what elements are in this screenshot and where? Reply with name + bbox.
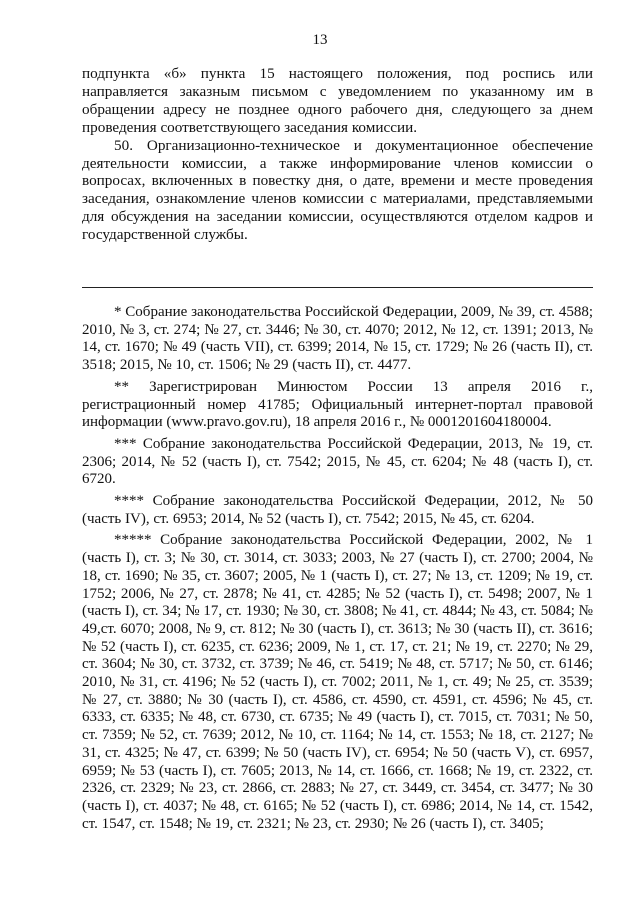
paragraph-subpoint-continuation: подпункта «б» пункта 15 настоящего положения, под роспись или направляется заказным письмом с уведомлением по указанному им в обращении адресу не позднее одного рабочего дня, следующего за днем проведения соответствующего заседания комиссии. [82, 65, 593, 136]
footnote-2: ** Зарегистрирован Минюстом России 13 апреля 2016 г., регистрационный номер 41785; Официальный интернет-портал правовой информации (www.pravo.gov.ru), 18 апреля 2016 г., № 0001201604180004. [82, 378, 593, 431]
paragraph-50: 50. Организационно-техническое и документационное обеспечение деятельности комиссии, а также информирование членов комиссии о вопросах, включенных в повестку дня, о дате, времени и месте проведения заседания, ознакомление членов комиссии с материалами, представляемыми для обсуждения на заседании комиссии, осуществляются отделом кадров и государственной службы. [82, 136, 593, 244]
page-number: 13 [312, 32, 328, 48]
footnotes [82, 304, 593, 837]
footnote-5: ***** Собрание законодательства Российской Федерации, 2002, № 1 (часть I), ст. 3; № 30, ст. 3014, ст. 3033; 2003, № 27 (часть I), ст. 2700; 2004, № 18, ст. 1690; № 35, ст. 3607; 2005, № 1 (часть I), ст. 27; № 13, ст. 1209; № 19, ст. 1752; 2006, № 27, ст. 2878; № 41, ст. 4285; № 52 (часть I), ст. 5498; 2007, № 1 (часть I), ст. 34; № 17, ст. 1930; № 30, ст. 3808; № 41, ст. 4844; № 43, ст. 5084; № 49,ст. 6070; 2008, № 9, ст. 812; № 30 (часть I), ст. 3613; № 30 (часть II), ст. 3616; № 52 (часть I), ст. 6235, ст. 6236; 2009, № 1, ст. 17, ст. 21; № 19, ст. 2270; № 29, ст. 3604; № 30, ст. 3732, ст. 3739; № 46, ст. 5419; № 48, ст. 5717; № 50, ст. 6146; 2010, № 31, ст. 4196; № 52 (часть I), ст. 7002; 2011, № 1, ст. 49; № 25, ст. 3539; № 27, ст. 3880; № 30 (часть I), ст. 4586, ст. 4590, ст. 4591, ст. 4596; № 45, ст. 6333, ст. 6335; № 48, ст. 6730, ст. 6735; № 49 (часть I), ст. 7015, ст. 7031; № 50, ст. 7359; № 52, ст. 7639; 2012, № 10, ст. 1164; № 14, ст. 1553; № 18, ст. 2127; № 31, ст. 4325; № 47, ст. 6399; № 50 (часть IV), ст. 6954; № 50 (часть V), ст. 6957, 6959; № 53 (часть I), ст. 7605; 2013, № 14, ст. 1666, ст. 1668; № 19, ст. 2322, ст. 2326, ст. 2329; № 23, ст. 2866, ст. 2883; № 27, ст. 3449, ст. 3454, ст. 3477; № 30 (часть I), ст. 4037; № 48, ст. 6165; № 52 (часть I), ст. 6986; 2014, № 14, ст. 1542, ст. 1547, ст. 1548; № 19, ст. 2321; № 23, ст. 2930; № 26 (часть I), ст. 3405; [82, 532, 593, 832]
footnote-separator [82, 287, 593, 288]
main-text [82, 65, 593, 244]
footnote-4: **** Собрание законодательства Российской Федерации, 2012, № 50 (часть IV), ст. 6953; 2014, № 52 (часть I), ст. 7542; 2015, № 45, ст. 6204. [82, 493, 593, 527]
footnote-1: * Собрание законодательства Российской Федерации, 2009, № 39, ст. 4588; 2010, № 3, ст. 274; № 27, ст. 3446; № 30, ст. 4070; 2012, № 12, ст. 1391; 2013, № 14, ст. 1670; № 49 (часть VII), ст. 6399; 2014, № 15, ст. 1729; № 26 (часть II), ст. 3518; 2015, № 10, ст. 1506; № 29 (часть II), ст. 4477. [82, 304, 593, 374]
footnote-3: *** Собрание законодательства Российской Федерации, 2013, № 19, ст. 2306; 2014, № 52 (часть I), ст. 7542; 2015, № 45, ст. 6204; № 48 (часть I), ст. 6720. [82, 435, 593, 488]
